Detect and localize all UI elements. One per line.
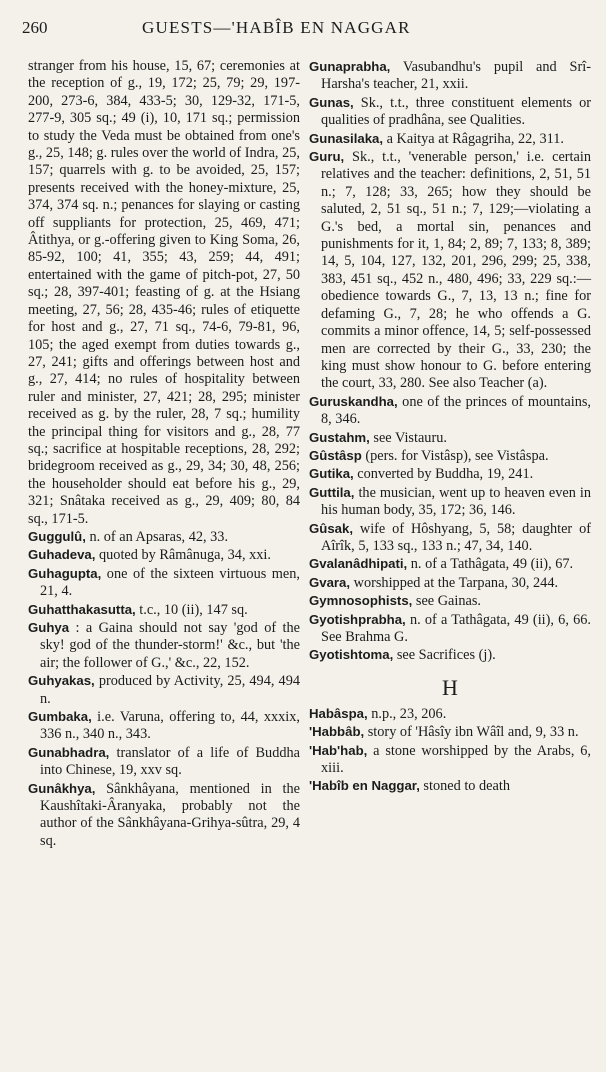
index-entry [309, 742, 591, 778]
entry-headword: 'Habbâb, [309, 724, 365, 740]
entry-headword: Gunâkhya, [28, 780, 96, 796]
entry-headword: Gûstâsp [309, 447, 362, 463]
index-entry [28, 58, 300, 528]
entry-text: quoted by Râmânuga, 34, xxi. [95, 547, 271, 564]
index-entry [309, 777, 591, 795]
index-entry [28, 619, 300, 672]
index-entry [309, 611, 591, 647]
entry-text: translator of a life of Buddha into Chinese, 19, xxv sq. [40, 744, 300, 779]
entry-headword: Guhatthakasutta, [28, 601, 136, 617]
entry-text: stranger from his house, 15, 67; ceremonies at the reception of g., 19, 172; 25, 79; 29, 197-200, 273-6, 384, 433-5; 30, 129-32, 171-5, 277-9, 305 sq.; 49 (i), 10, 171 sq.; permission to study the Veda must be obtained from one's g., 25, 148; g. rules over the world of Indra, 25, 157; quarrels with g. to be avoided, 25, 157; presents received with the honey-mixture, 25, 374, 374 sq. n.; penances for slaying or casting off suppliants for protection, 25, 469, 471; Âtithya, or g.-offering given to King Soma, 26, 85-92, 100; 41, 355; 43, 259; 44, 491; entertained with the game of pitch-pot, 27, 50 sq.; 28, 397-401; feasting of g. at the Hsiang meeting, 27, 56; 28, 435-46; rules of etiquette for host and g., 27, 71 sq., 74-6, 79-81, 96, 105; the aged exempt from duties towards g., 27, 241; gifts and offerings between host and g., 27, 414; no rules of hospitality between ruler and minister, 27, 421; 28, 295; minister received as g. by the ruler, 28, 7 sq.; humility the principal thing for visitors and g., 28, 77 sq.; sacrifice at hospitable receptions, 28, 292; bridegroom received as g., 29, 34; 30, 48, 256; the householder should eat before his g., 29, 321; Snâtaka received as g., 29, 409; 80, 84 sq., 171-5. [28, 58, 300, 527]
index-entry [28, 780, 300, 851]
entry-text: Vasubandhu's pupil and Srî-Harsha's teacher, 21, xxii. [321, 59, 591, 93]
page-number: 260 [22, 18, 48, 37]
entry-headword: Gûsak, [309, 520, 353, 536]
index-entry [28, 708, 300, 744]
running-head: GUESTS—'HABÎB EN NAGGAR [142, 18, 411, 37]
entry-text: a Kaitya at Râgagriha, 22, 311. [383, 130, 564, 147]
index-entry [309, 555, 591, 573]
entry-text: n. of a Tathâgata, 49 (ii), 67. [407, 556, 574, 573]
entry-text: wife of Hôshyang, 5, 58; daughter of Aîrîk, 5, 133 sq., 133 n.; 47, 34, 140. [321, 520, 591, 554]
index-entry [309, 592, 591, 610]
entry-headword: Gunabhadra, [28, 744, 110, 760]
entry-headword: Gvalanâdhipati, [309, 556, 408, 572]
entry-headword: Guhadeva, [28, 547, 96, 563]
entry-text: worshipped at the Tarpana, 30, 244. [350, 574, 559, 591]
index-entry [309, 465, 591, 483]
entry-headword: Guhya [28, 620, 70, 635]
entry-text: : a Gaina should not say 'god of the sky! god of the thunder-storm!' &c., but 'the air; the follower of G.,' &c., 22, 152. [40, 620, 300, 671]
entry-text: n.p., 23, 206. [367, 705, 447, 722]
index-entry [309, 148, 591, 393]
index-entry [28, 546, 300, 564]
index-entry [309, 447, 591, 465]
entry-headword: Gyotishprabha, [309, 611, 406, 627]
index-entry [309, 723, 591, 741]
index-entry [309, 429, 591, 447]
section-letter: H [442, 674, 458, 700]
entry-headword: Gyotishtoma, [309, 647, 394, 663]
index-entry [28, 672, 300, 708]
index-entry [309, 646, 591, 664]
index-entry [309, 393, 591, 429]
entry-text: a stone worshipped by the Arabs, 6, xiii. [321, 742, 591, 777]
entry-headword: Gumbaka, [28, 709, 92, 725]
entry-headword: Guruskandha, [309, 393, 398, 409]
entry-text: Sânkhâyana, mentioned in the Kaushîtaki-Âranyaka, probably not the author of the Sânkhâyana-Grihya-sûtra, 29, 4 sq. [40, 780, 300, 849]
entry-headword: 'Habîb en Naggar, [309, 778, 420, 794]
entry-headword: Guhyakas, [28, 673, 95, 689]
entry-text: one of the princes of mountains, 8, 346. [321, 393, 591, 428]
entry-text: see Sacrifices (j). [393, 647, 496, 664]
index-entry [309, 130, 591, 148]
entry-headword: Guhagupta, [28, 565, 102, 581]
entry-text: (pers. for Vistâsp), see Vistâspa. [361, 447, 549, 464]
entry-headword: Gvara, [309, 574, 351, 590]
index-entry [309, 58, 591, 94]
page-header [22, 18, 586, 44]
index-entry [309, 94, 591, 130]
entry-text: stoned to death [419, 778, 510, 795]
index-entry [309, 520, 591, 556]
entry-text: see Gainas. [412, 593, 482, 610]
entry-text: n. of an Apsaras, 42, 33. [85, 528, 229, 545]
entry-text: t.c., 10 (ii), 147 sq. [135, 601, 248, 618]
index-entry [28, 601, 300, 619]
entry-text: see Vistauru. [369, 429, 447, 446]
entry-text: Sk., t.t., three constituent elements or qualities of pradhâna, see Qualities. [321, 94, 591, 129]
entry-text: the musician, went up to heaven even in his human body, 35, 172; 36, 146. [321, 484, 591, 519]
entry-headword: Gustahm, [309, 429, 370, 445]
entry-headword: Guggulû, [28, 528, 86, 544]
index-entry [309, 484, 591, 520]
entry-text: n. of a Tathâgata, 49 (ii), 6, 66. See Brahma G. [321, 611, 591, 645]
entry-headword: Habâspa, [309, 705, 368, 721]
entry-text: one of the sixteen virtuous men, 21, 4. [40, 565, 300, 600]
entry-headword: Guttila, [309, 484, 355, 500]
entry-text: story of 'Hâsîy ibn Wâîl and, 9, 33 n. [364, 724, 579, 741]
entry-text: produced by Activity, 25, 494, 494 n. [40, 673, 300, 707]
index-entry [309, 574, 591, 592]
index-entry [28, 528, 300, 546]
entry-headword: Guru, [309, 149, 345, 165]
entry-headword: Gymnosophists, [309, 593, 413, 609]
entry-text: Sk., t.t., 'venerable person,' i.e. certain relatives and the teacher: definitions, 2, 51, 51 n.; 7, 128; 33, 265; how they should be saluted, 2, 51 sq., 51 n.; 7, 129;—violating a G.'s bed, a mortal sin, penances and punishments for it, 1, 84; 2, 89; 7, 133; 8, 389; 14, 5, 104, 127, 132, 201, 296, 299; 25, 338, 383, 451 sq., 452 n., 480, 496; 33, 229 sq.:—obedience towards G., 7, 13, 13 n.; fine for defaming G., 7, 28; he who offends a G. commits a minor offence, 14, 5; self-possessed men are corrected by their G., 33, 230; the king must show honour to G. before entering the court, 33, 280. See also Teacher (a). [321, 149, 591, 392]
index-entry [28, 744, 300, 780]
index-entry [28, 565, 300, 601]
entry-text: i.e. Varuna, offering to, 44, xxxix, 336 n., 340 n., 343. [40, 709, 300, 743]
index-entry [309, 705, 591, 723]
entry-headword: Gunasilaka, [309, 130, 384, 146]
entry-headword: Gutika, [309, 466, 354, 482]
entry-text: converted by Buddha, 19, 241. [353, 466, 534, 483]
entry-headword: 'Hab'hab, [309, 742, 368, 758]
entry-headword: Gunas, [309, 94, 354, 110]
entry-headword: Gunaprabha, [309, 59, 391, 74]
right-column [309, 58, 591, 796]
left-column [28, 58, 300, 850]
